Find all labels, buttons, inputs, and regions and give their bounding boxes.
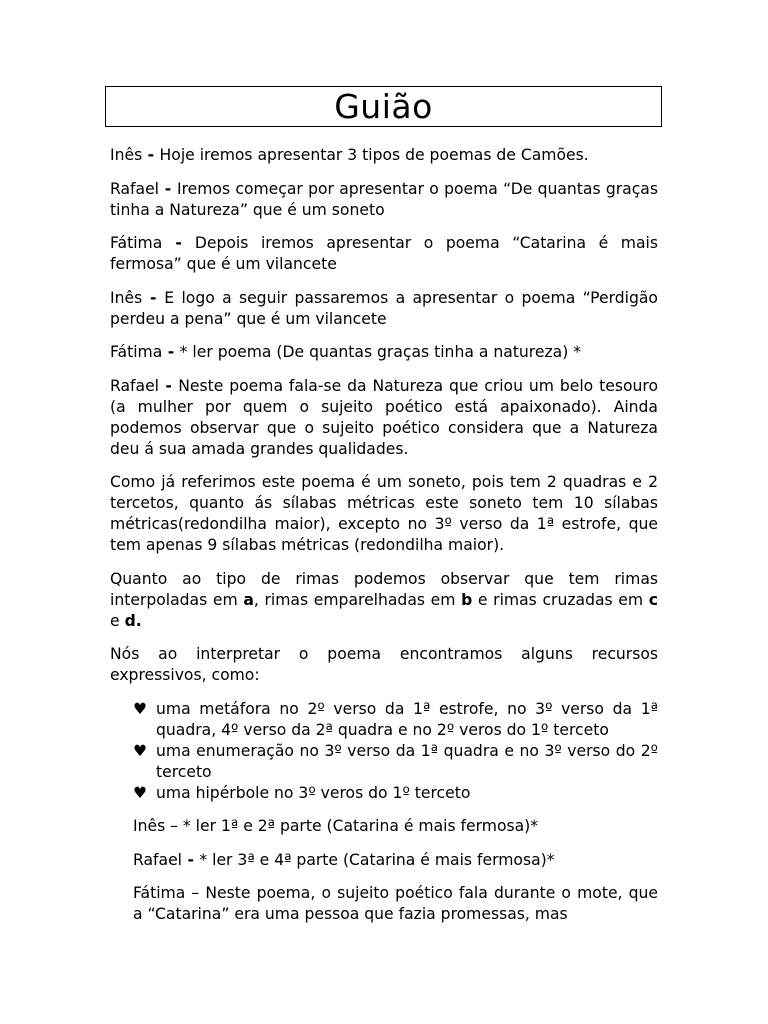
bullet-list xyxy=(110,699,658,804)
line-ines-1 xyxy=(110,145,658,166)
list-item-text: uma hipérbole no 3º veros do 1º terceto xyxy=(156,783,471,802)
list-item-text: uma metáfora no 2º verso da 1ª estrofe, no 3º verso da 1ª quadra, 4º verso da 2ª quadra e no 2º veros do 1º terceto xyxy=(156,699,658,739)
heart-icon: ♥ xyxy=(133,783,147,802)
speech-text: Iremos começar por apresentar o poema “De quantas graças tinha a Natureza” que é um soneto xyxy=(110,179,658,219)
speaker-name: Rafael xyxy=(110,376,160,395)
paragraph-soneto: Como já referimos este poema é um soneto, pois tem 2 quadras e 2 tercetos, quanto ás sílabas métricas este soneto tem 10 sílabas métricas(redondilha maior), excepto no 3º verso da 1ª estrofe, que tem apenas 9 sílabas métricas (redondilha maior). xyxy=(110,473,658,554)
speech-text: Neste poema fala-se da Natureza que criou um belo tesouro (a mulher por quem o sujeito poético está apaixonado). Ainda podemos observar que o sujeito poético considera que a Natureza deu á sua amada grandes qualidades. xyxy=(110,376,658,458)
text-run: , rimas emparelhadas em xyxy=(253,590,462,609)
bold-rhyme-d: d. xyxy=(124,611,142,630)
speaker-separator: - xyxy=(142,146,160,164)
bold-rhyme-a: a xyxy=(243,590,254,609)
list-item xyxy=(133,783,658,804)
bold-rhyme-b: b xyxy=(461,590,473,609)
speech-text: Neste poema, o sujeito poético fala durante o mote, que a “Catarina” era uma pessoa que fazia promessas, mas xyxy=(133,884,658,923)
speaker-separator: - xyxy=(162,234,195,252)
text-run: e xyxy=(110,611,125,630)
list-item xyxy=(133,699,658,741)
speaker-name: Fátima xyxy=(110,343,163,361)
speaker-separator: - xyxy=(182,850,200,869)
heart-icon: ♥ xyxy=(133,741,147,760)
paragraph-rimas xyxy=(110,569,658,632)
speaker-separator: – xyxy=(165,817,183,835)
line-rafael-3 xyxy=(133,850,658,871)
line-ines-3 xyxy=(133,816,658,837)
line-fatima-3 xyxy=(133,883,658,925)
page-title: Guião xyxy=(105,86,662,127)
speaker-name: Inês xyxy=(110,146,143,164)
text-run: e rimas cruzadas em xyxy=(472,590,649,609)
bold-rhyme-c: c xyxy=(648,590,658,609)
speaker-separator: – xyxy=(185,884,206,902)
line-rafael-2 xyxy=(110,376,658,460)
speaker-name: Inês xyxy=(110,288,143,307)
line-fatima-1 xyxy=(110,233,658,275)
speech-text: E logo a seguir passaremos a apresentar o poema “Perdigão perdeu a pena” que é um vilancete xyxy=(110,288,658,328)
speaker-separator: - xyxy=(162,343,180,361)
speech-text: * ler poema (De quantas graças tinha a natureza) * xyxy=(179,343,582,361)
heart-icon: ♥ xyxy=(133,699,147,718)
speech-text: * ler 3ª e 4ª parte (Catarina é mais fermosa)* xyxy=(199,850,555,869)
list-item xyxy=(133,741,658,783)
speaker-name: Fátima xyxy=(110,234,163,252)
document-body xyxy=(110,145,658,938)
speaker-name: Inês xyxy=(133,817,166,835)
speaker-separator: - xyxy=(159,179,177,198)
list-item-text: uma enumeração no 3º verso da 1ª quadra e no 3º verso do 2º terceto xyxy=(156,741,658,781)
speech-text: Depois iremos apresentar o poema “Catarina é mais fermosa” que é um vilancete xyxy=(110,234,658,273)
speech-text: Hoje iremos apresentar 3 tipos de poemas de Camões. xyxy=(159,146,589,164)
text-run: Quanto ao tipo de rimas podemos observar que tem rimas interpoladas em xyxy=(110,569,658,609)
line-ines-2 xyxy=(110,288,658,330)
speaker-separator: - xyxy=(159,376,179,395)
line-fatima-2 xyxy=(110,342,658,363)
speaker-name: Rafael xyxy=(110,179,160,198)
speaker-name: Fátima xyxy=(133,884,186,902)
paragraph-recursos: Nós ao interpretar o poema encontramos alguns recursos expressivos, como: xyxy=(110,645,658,684)
speaker-name: Rafael xyxy=(133,850,183,869)
line-rafael-1 xyxy=(110,179,658,221)
speaker-separator: - xyxy=(142,288,165,307)
speech-text: * ler 1ª e 2ª parte (Catarina é mais fermosa)* xyxy=(182,817,539,835)
